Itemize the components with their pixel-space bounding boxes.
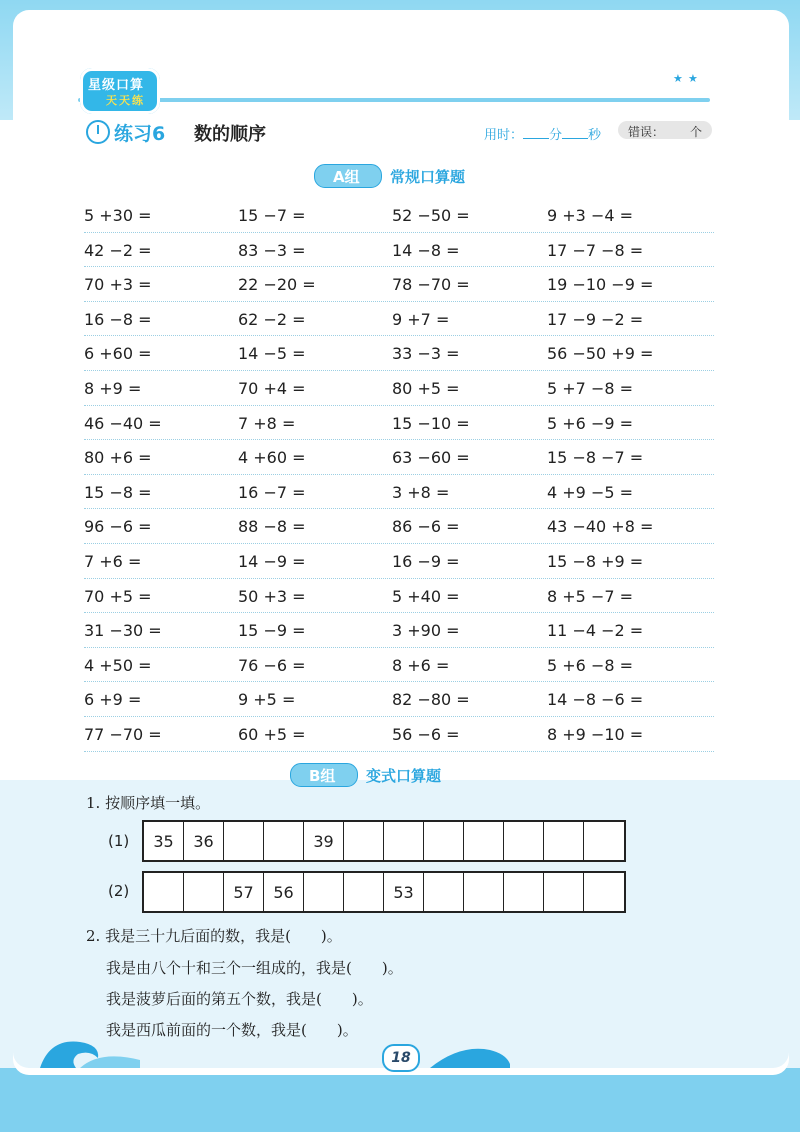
problem-row bbox=[84, 267, 714, 302]
clock-icon bbox=[86, 120, 110, 144]
number-box[interactable]: 57 bbox=[224, 873, 264, 911]
error-count-field[interactable] bbox=[618, 121, 712, 139]
arithmetic-problem[interactable]: 16 −8 = bbox=[84, 309, 152, 329]
question-2-line: 2. 我是三十九后面的数，我是( )。 bbox=[86, 927, 342, 945]
arithmetic-problem[interactable]: 15 −7 = bbox=[238, 206, 306, 225]
arithmetic-problem[interactable]: 86 −6 = bbox=[392, 517, 460, 537]
group-b-title: 变式口算题 bbox=[366, 767, 442, 785]
arithmetic-problem[interactable]: 16 −7 = bbox=[238, 482, 306, 502]
arithmetic-problem[interactable]: 4 +50 = bbox=[84, 655, 152, 675]
arithmetic-problem[interactable]: 7 +8 = bbox=[238, 413, 296, 433]
number-box[interactable] bbox=[424, 873, 464, 911]
arithmetic-problem[interactable]: 80 +5 = bbox=[392, 378, 460, 398]
group-a-title: 常规口算题 bbox=[390, 168, 466, 186]
arithmetic-problem[interactable]: 80 +6 = bbox=[84, 448, 152, 468]
arithmetic-problem[interactable]: 82 −80 = bbox=[392, 690, 470, 710]
number-box[interactable] bbox=[424, 822, 464, 860]
number-box[interactable]: 53 bbox=[384, 873, 424, 911]
group-b-tag-text: B组 bbox=[309, 767, 336, 785]
problem-row bbox=[84, 682, 714, 717]
arithmetic-problem[interactable]: 62 −2 = bbox=[238, 309, 306, 329]
arithmetic-problem[interactable]: 17 −7 −8 = bbox=[547, 240, 644, 260]
arithmetic-problem[interactable]: 14 −9 = bbox=[238, 551, 306, 571]
arithmetic-problem[interactable]: 16 −9 = bbox=[392, 551, 460, 571]
arithmetic-problem[interactable]: 70 +3 = bbox=[84, 275, 152, 295]
difficulty-label: 难易等级： bbox=[587, 76, 648, 90]
arithmetic-problem[interactable]: 4 +9 −5 = bbox=[547, 482, 634, 502]
series-logo bbox=[80, 68, 160, 114]
second-blank[interactable] bbox=[562, 138, 588, 139]
arithmetic-problem[interactable]: 33 −3 = bbox=[392, 344, 460, 364]
arithmetic-problem[interactable]: 63 −60 = bbox=[392, 448, 470, 468]
problem-row bbox=[84, 198, 714, 233]
group-a-grid bbox=[84, 198, 714, 752]
grade-label: 一年级数学下 bbox=[167, 78, 246, 93]
number-box[interactable]: 56 bbox=[264, 873, 304, 911]
problem-row bbox=[84, 579, 714, 614]
cloud-badge bbox=[660, 68, 710, 94]
arithmetic-problem[interactable]: 15 −8 −7 = bbox=[547, 448, 644, 468]
problem-row bbox=[84, 440, 714, 475]
arithmetic-problem[interactable]: 14 −8 −6 = bbox=[547, 690, 644, 710]
arithmetic-problem[interactable]: 8 +9 = bbox=[84, 378, 142, 398]
question-2-line: 我是由八个十和三个一组成的，我是( )。 bbox=[106, 959, 403, 977]
arithmetic-problem[interactable]: 3 +8 = bbox=[392, 482, 450, 502]
arithmetic-problem[interactable]: 50 +3 = bbox=[238, 586, 306, 606]
number-box[interactable]: 35 bbox=[144, 822, 184, 860]
problem-row bbox=[84, 371, 714, 406]
arithmetic-problem[interactable]: 15 −8 = bbox=[84, 482, 152, 502]
sequence-1 bbox=[142, 820, 626, 862]
arithmetic-problem[interactable]: 17 −9 −2 = bbox=[547, 309, 644, 329]
arithmetic-problem[interactable]: 70 +5 = bbox=[84, 586, 152, 606]
arithmetic-problem[interactable]: 77 −70 = bbox=[84, 724, 162, 744]
arithmetic-problem[interactable]: 56 −6 = bbox=[392, 724, 460, 744]
question-1: 1. 按顺序填一填。 bbox=[86, 794, 211, 812]
arithmetic-problem[interactable]: 6 +60 = bbox=[84, 344, 152, 364]
number-box[interactable] bbox=[184, 873, 224, 911]
sequence-2 bbox=[142, 871, 626, 913]
arithmetic-problem[interactable]: 8 +9 −10 = bbox=[547, 724, 644, 744]
arithmetic-problem[interactable]: 5 +7 −8 = bbox=[547, 378, 634, 398]
arithmetic-problem[interactable]: 8 +5 −7 = bbox=[547, 586, 634, 606]
arithmetic-problem[interactable]: 43 −40 +8 = bbox=[547, 517, 654, 537]
problem-row bbox=[84, 613, 714, 648]
problem-row bbox=[84, 233, 714, 268]
error-unit: 个 bbox=[690, 125, 703, 139]
question-2-line: 我是菠萝后面的第五个数，我是( )。 bbox=[106, 990, 373, 1008]
header-line bbox=[78, 98, 710, 102]
number-box[interactable]: 36 bbox=[184, 822, 224, 860]
arithmetic-problem[interactable]: 60 +5 = bbox=[238, 724, 306, 744]
problem-row bbox=[84, 509, 714, 544]
number-box[interactable] bbox=[544, 822, 584, 860]
problem-row bbox=[84, 406, 714, 441]
group-a-tag-text: A组 bbox=[333, 168, 360, 186]
sequence-1-label: (1) bbox=[108, 832, 130, 850]
time-field bbox=[484, 124, 601, 143]
wave-decoration bbox=[430, 1040, 510, 1068]
logo-line2: 天天练 bbox=[106, 94, 145, 107]
minute-label: 分 bbox=[549, 128, 563, 143]
group-b-heading bbox=[290, 763, 490, 787]
page-number: 18 bbox=[382, 1044, 420, 1072]
arithmetic-problem[interactable]: 9 +5 = bbox=[238, 690, 296, 710]
group-b-tag bbox=[290, 763, 358, 787]
arithmetic-problem[interactable]: 5 +6 −8 = bbox=[547, 655, 634, 675]
problem-row bbox=[84, 475, 714, 510]
number-box[interactable]: 39 bbox=[304, 822, 344, 860]
arithmetic-problem[interactable]: 15 −10 = bbox=[392, 413, 470, 433]
second-label: 秒 bbox=[588, 128, 602, 143]
arithmetic-problem[interactable]: 11 −4 −2 = bbox=[547, 621, 644, 641]
number-box[interactable] bbox=[504, 822, 544, 860]
arithmetic-problem[interactable]: 70 +4 = bbox=[238, 378, 306, 398]
exercise-title: 练习6 bbox=[114, 123, 166, 145]
arithmetic-problem[interactable]: 83 −3 = bbox=[238, 240, 306, 260]
arithmetic-problem[interactable]: 76 −6 = bbox=[238, 655, 306, 675]
problem-row bbox=[84, 648, 714, 683]
arithmetic-problem[interactable]: 5 +30 = bbox=[84, 206, 152, 225]
arithmetic-problem[interactable]: 31 −30 = bbox=[84, 621, 162, 641]
number-box[interactable] bbox=[464, 822, 504, 860]
arithmetic-problem[interactable]: 9 +7 = bbox=[392, 309, 450, 329]
wave-decoration bbox=[40, 1030, 140, 1068]
number-box[interactable] bbox=[504, 873, 544, 911]
number-box[interactable] bbox=[584, 822, 624, 860]
arithmetic-problem[interactable]: 7 +6 = bbox=[84, 551, 142, 571]
arithmetic-problem[interactable]: 14 −8 = bbox=[392, 240, 460, 260]
problem-row bbox=[84, 717, 714, 752]
arithmetic-problem[interactable]: 56 −50 +9 = bbox=[547, 344, 654, 364]
number-box[interactable] bbox=[304, 873, 344, 911]
number-box[interactable] bbox=[144, 873, 184, 911]
footer-band bbox=[0, 1068, 800, 1132]
arithmetic-problem[interactable]: 9 +3 −4 = bbox=[547, 206, 634, 225]
number-box[interactable] bbox=[224, 822, 264, 860]
number-box[interactable] bbox=[464, 873, 504, 911]
arithmetic-problem[interactable]: 6 +9 = bbox=[84, 690, 142, 710]
question-2-line: 我是西瓜前面的一个数，我是( )。 bbox=[106, 1021, 358, 1039]
arithmetic-problem[interactable]: 22 −20 = bbox=[238, 275, 316, 295]
arithmetic-problem[interactable]: 5 +6 −9 = bbox=[547, 413, 634, 433]
number-box[interactable] bbox=[544, 873, 584, 911]
arithmetic-problem[interactable]: 15 −8 +9 = bbox=[547, 551, 644, 571]
group-a-tag bbox=[314, 164, 382, 188]
arithmetic-problem[interactable]: 78 −70 = bbox=[392, 275, 470, 295]
group-a-heading bbox=[314, 164, 514, 188]
arithmetic-problem[interactable]: 14 −5 = bbox=[238, 344, 306, 364]
star-icon: ★ bbox=[673, 72, 683, 85]
time-label: 用时： bbox=[484, 128, 524, 143]
problem-row bbox=[84, 302, 714, 337]
arithmetic-problem[interactable]: 19 −10 −9 = bbox=[547, 275, 654, 295]
arithmetic-problem[interactable]: 46 −40 = bbox=[84, 413, 162, 433]
arithmetic-problem[interactable]: 88 −8 = bbox=[238, 517, 306, 537]
logo-line1: 星级口算 bbox=[88, 78, 145, 93]
arithmetic-problem[interactable]: 3 +90 = bbox=[392, 621, 460, 641]
number-box[interactable] bbox=[384, 822, 424, 860]
number-box[interactable] bbox=[344, 873, 384, 911]
arithmetic-problem[interactable]: 15 −9 = bbox=[238, 621, 306, 641]
number-box[interactable] bbox=[264, 822, 304, 860]
problem-row bbox=[84, 336, 714, 371]
arithmetic-problem[interactable]: 52 −50 = bbox=[392, 206, 470, 225]
exercise-subtitle: 数的顺序 bbox=[194, 124, 266, 145]
sequence-2-label: (2) bbox=[108, 882, 130, 900]
arithmetic-problem[interactable]: 5 +40 = bbox=[392, 586, 460, 606]
problem-row bbox=[84, 544, 714, 579]
arithmetic-problem[interactable]: 42 −2 = bbox=[84, 240, 152, 260]
error-label: 错误： bbox=[628, 125, 665, 139]
number-box[interactable] bbox=[344, 822, 384, 860]
arithmetic-problem[interactable]: 96 −6 = bbox=[84, 517, 152, 537]
arithmetic-problem[interactable]: 8 +6 = bbox=[392, 655, 450, 675]
number-box[interactable] bbox=[584, 873, 624, 911]
arithmetic-problem[interactable]: 4 +60 = bbox=[238, 448, 306, 468]
star-icon: ★ bbox=[688, 72, 698, 85]
minute-blank[interactable] bbox=[523, 138, 549, 139]
